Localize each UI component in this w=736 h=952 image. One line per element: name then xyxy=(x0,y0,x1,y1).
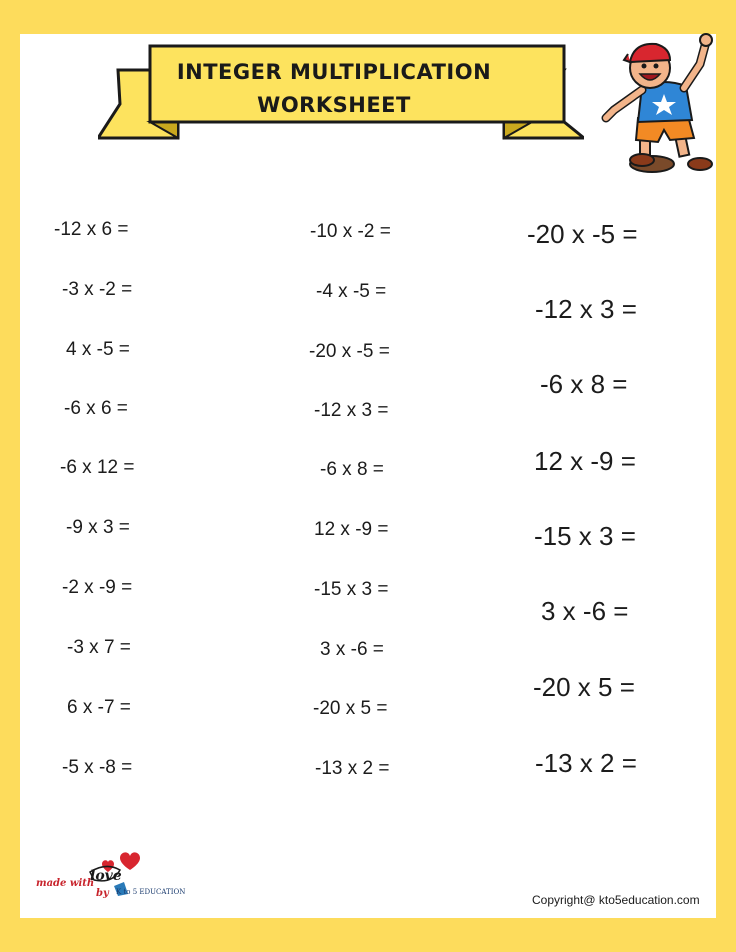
logo-brand: K to 5 EDUCATION xyxy=(116,888,186,896)
problem: -15 x 3 = xyxy=(314,579,389,600)
cartoon-boy-icon xyxy=(596,30,720,178)
title-line-1: INTEGER MULTIPLICATION xyxy=(176,60,492,84)
problem: -12 x 3 = xyxy=(314,400,389,421)
problem: -6 x 6 = xyxy=(64,398,128,419)
problem: -3 x 7 = xyxy=(67,637,131,658)
problem: 4 x -5 = xyxy=(66,339,130,360)
problem: -2 x -9 = xyxy=(62,577,133,598)
page-title xyxy=(150,56,518,122)
problem: -10 x -2 = xyxy=(310,221,391,242)
problem: 3 x -6 = xyxy=(541,596,629,626)
problem: -20 x -5 = xyxy=(309,341,390,362)
problem: -20 x 5 = xyxy=(533,672,635,702)
problem: 3 x -6 = xyxy=(320,639,384,660)
problem: -5 x -8 = xyxy=(62,757,133,778)
problem: -4 x -5 = xyxy=(316,281,387,302)
problem: -20 x 5 = xyxy=(313,698,388,719)
problem: -9 x 3 = xyxy=(66,517,130,538)
problem: 6 x -7 = xyxy=(67,697,131,718)
logo-made-with: made with xyxy=(36,878,95,889)
problem: -3 x -2 = xyxy=(62,279,133,300)
problem: -12 x 6 = xyxy=(54,219,129,240)
problem: 12 x -9 = xyxy=(534,446,636,476)
problem: -20 x -5 = xyxy=(527,219,638,249)
problem: -15 x 3 = xyxy=(534,521,636,551)
problem: -13 x 2 = xyxy=(315,758,390,779)
problem: -6 x 12 = xyxy=(60,457,135,478)
logo-love: love xyxy=(90,868,122,884)
problem: -6 x 8 = xyxy=(320,459,384,480)
problem: -13 x 2 = xyxy=(535,748,637,778)
problem: 12 x -9 = xyxy=(314,519,389,540)
logo-by: by xyxy=(96,888,109,899)
copyright-text: Copyright@ kto5education.com xyxy=(532,893,700,907)
problem: -6 x 8 = xyxy=(540,369,628,399)
title-banner xyxy=(98,44,584,142)
problem: -12 x 3 = xyxy=(535,294,637,324)
title-line-2: WORKSHEET xyxy=(257,93,411,117)
